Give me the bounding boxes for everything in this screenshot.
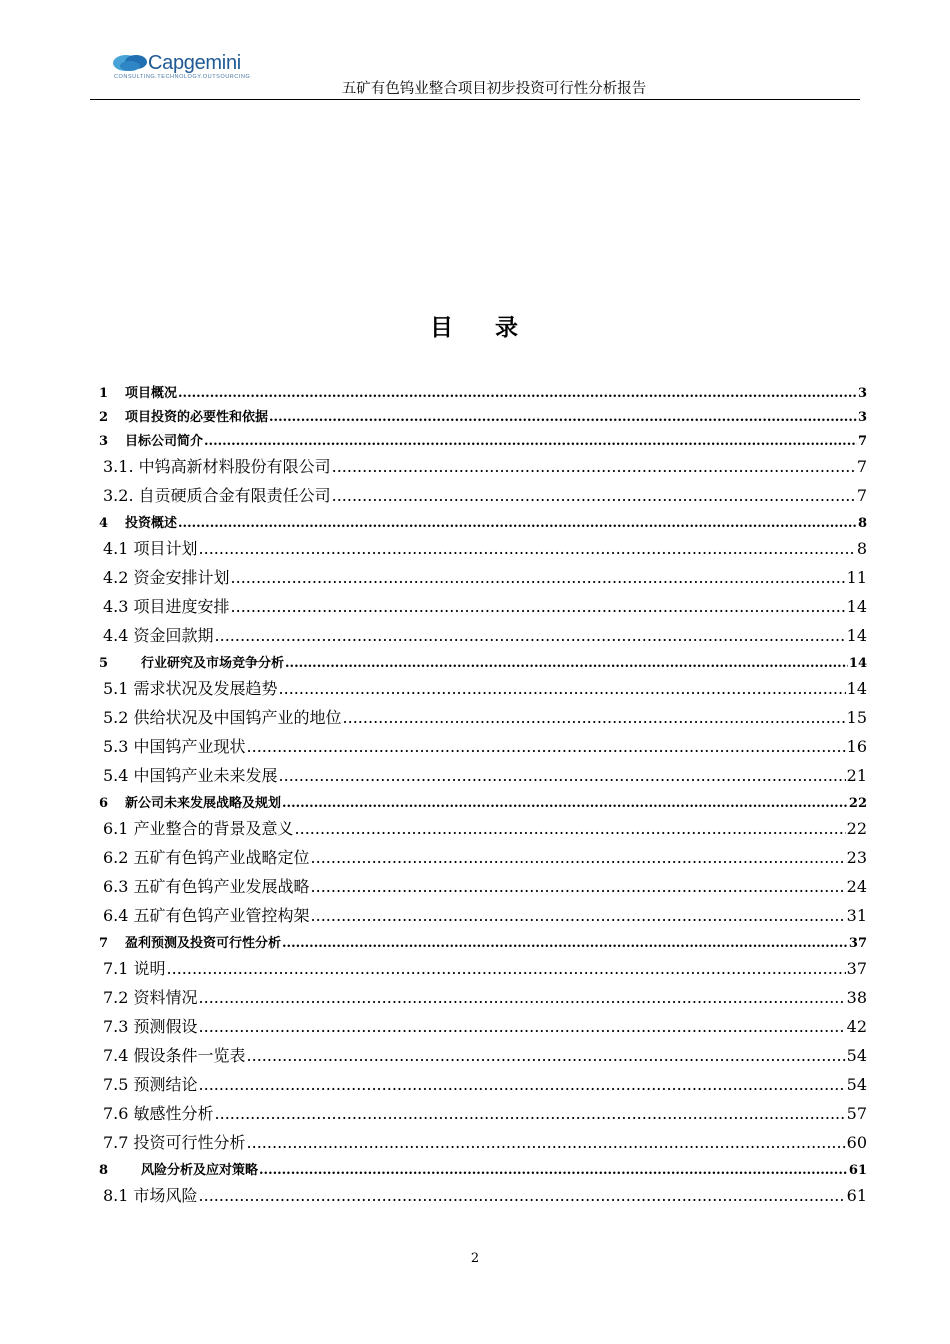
toc-entry-title: 投资概述 xyxy=(125,516,178,531)
toc-entry-title: 7.4 假设条件一览表 xyxy=(103,1046,246,1065)
toc-section-entry[interactable] xyxy=(99,874,867,903)
document-header-title: 五矿有色钨业整合项目初步投资可行性分析报告 xyxy=(341,81,647,97)
toc-entry-page: 54 xyxy=(846,1046,867,1065)
toc-entry-page: 37 xyxy=(846,959,867,978)
toc-entry-title: 5.4 中国钨产业未来发展 xyxy=(103,766,278,785)
toc-dot-leader xyxy=(167,959,846,978)
toc-entry-title: 7.5 预测结论 xyxy=(103,1075,198,1094)
toc-dot-leader xyxy=(231,568,846,587)
toc-entry-page: 16 xyxy=(846,737,867,756)
toc-entry-title: 4.1 项目计划 xyxy=(103,539,198,558)
toc-entry-title: 7.1 说明 xyxy=(103,959,166,978)
toc-entry-page: 14 xyxy=(846,597,867,616)
toc-entry-page: 7 xyxy=(856,457,867,476)
toc-dot-leader xyxy=(204,434,857,449)
toc-entry-title: 6.2 五矿有色钨产业战略定位 xyxy=(103,848,310,867)
toc-section-entry[interactable] xyxy=(99,845,867,874)
toc-chapter-entry[interactable] xyxy=(99,430,867,454)
toc-dot-leader xyxy=(311,877,846,896)
toc-section-entry[interactable] xyxy=(99,763,867,792)
toc-chapter-entry[interactable] xyxy=(99,652,867,676)
toc-entry-title: 风险分析及应对策略 xyxy=(141,1163,259,1178)
toc-entry-page: 14 xyxy=(846,679,867,698)
toc-entry-page: 21 xyxy=(846,766,867,785)
toc-dot-leader xyxy=(199,1017,846,1036)
toc-dot-leader xyxy=(269,410,857,425)
toc-dot-leader xyxy=(247,737,846,756)
toc-entry-page: 11 xyxy=(846,568,867,587)
toc-entry-number: 1 xyxy=(99,386,109,401)
toc-entry-title: 7.6 敏感性分析 xyxy=(103,1104,214,1123)
toc-section-entry[interactable] xyxy=(99,483,867,512)
toc-heading: 目 录 xyxy=(429,315,520,341)
toc-dot-leader xyxy=(279,679,846,698)
toc-section-entry[interactable] xyxy=(99,536,867,565)
toc-entry-title: 项目投资的必要性和依据 xyxy=(125,410,269,425)
toc-section-entry[interactable] xyxy=(99,594,867,623)
toc-dot-leader xyxy=(178,386,857,401)
toc-entry-title: 项目概况 xyxy=(125,386,178,401)
toc-entry-title: 5.3 中国钨产业现状 xyxy=(103,737,246,756)
toc-section-entry[interactable] xyxy=(99,1183,867,1212)
toc-entry-page: 23 xyxy=(846,848,867,867)
toc-section-entry[interactable] xyxy=(99,903,867,932)
toc-entry-number: 8 xyxy=(99,1163,109,1178)
toc-section-entry[interactable] xyxy=(99,1043,867,1072)
toc-chapter-entry[interactable] xyxy=(99,406,867,430)
toc-section-entry[interactable] xyxy=(99,816,867,845)
toc-entry-title: 6.4 五矿有色钨产业管控构架 xyxy=(103,906,310,925)
toc-dot-leader xyxy=(178,516,857,531)
toc-dot-leader xyxy=(282,796,848,811)
toc-dot-leader xyxy=(199,539,856,558)
toc-entry-number: 7 xyxy=(99,936,109,951)
toc-section-entry[interactable] xyxy=(99,956,867,985)
toc-entry-title: 3.1. 中钨高新材料股份有限公司 xyxy=(103,457,331,476)
capgemini-spade-icon xyxy=(112,52,148,74)
toc-section-entry[interactable] xyxy=(99,1101,867,1130)
toc-entry-page: 31 xyxy=(846,906,867,925)
toc-section-entry[interactable] xyxy=(99,623,867,652)
toc-dot-leader xyxy=(247,1046,846,1065)
toc-entry-title: 3.2. 自贡硬质合金有限责任公司 xyxy=(103,486,331,505)
toc-dot-leader xyxy=(279,766,846,785)
toc-dot-leader xyxy=(199,1075,846,1094)
toc-entry-page: 7 xyxy=(857,434,867,449)
toc-dot-leader xyxy=(199,988,846,1007)
toc-dot-leader xyxy=(259,1163,848,1178)
toc-dot-leader xyxy=(311,906,846,925)
toc-entry-page: 24 xyxy=(846,877,867,896)
toc-entry-title: 行业研究及市场竞争分析 xyxy=(141,656,285,671)
toc-entry-number: 2 xyxy=(99,410,109,425)
toc-entry-title: 4.2 资金安排计划 xyxy=(103,568,230,587)
toc-dot-leader xyxy=(282,936,848,951)
toc-dot-leader xyxy=(311,848,846,867)
toc-dot-leader xyxy=(199,1186,846,1205)
toc-entry-title: 目标公司简介 xyxy=(125,434,204,449)
toc-entry-number: 6 xyxy=(99,796,109,811)
toc-entry-number: 3 xyxy=(99,434,109,449)
toc-dot-leader xyxy=(332,457,856,476)
toc-entry-page: 54 xyxy=(846,1075,867,1094)
toc-entry-page: 14 xyxy=(846,626,867,645)
logo-tagline: CONSULTING.TECHNOLOGY.OUTSOURCING xyxy=(114,74,251,80)
toc-entry-page: 8 xyxy=(857,516,867,531)
toc-entry-page: 22 xyxy=(846,819,867,838)
toc-section-entry[interactable] xyxy=(99,676,867,705)
toc-entry-number: 4 xyxy=(99,516,109,531)
table-of-contents xyxy=(99,382,867,1212)
toc-section-entry[interactable] xyxy=(99,1014,867,1043)
toc-entry-title: 盈利预测及投资可行性分析 xyxy=(125,936,282,951)
header-divider xyxy=(90,99,860,100)
logo-wordmark: Capgemini xyxy=(148,52,241,74)
toc-dot-leader xyxy=(295,819,846,838)
toc-entry-title: 5.1 需求状况及发展趋势 xyxy=(103,679,278,698)
toc-section-entry[interactable] xyxy=(99,985,867,1014)
toc-entry-number: 5 xyxy=(99,656,109,671)
toc-entry-page: 37 xyxy=(848,936,867,951)
toc-dot-leader xyxy=(215,626,846,645)
toc-entry-title: 7.2 资料情况 xyxy=(103,988,198,1007)
toc-chapter-entry[interactable] xyxy=(99,382,867,406)
toc-entry-page: 38 xyxy=(846,988,867,1007)
toc-section-entry[interactable] xyxy=(99,454,867,483)
toc-section-entry[interactable] xyxy=(99,1130,867,1159)
toc-section-entry[interactable] xyxy=(99,705,867,734)
toc-dot-leader xyxy=(343,708,846,727)
toc-entry-title: 4.4 资金回款期 xyxy=(103,626,214,645)
toc-entry-title: 6.1 产业整合的背景及意义 xyxy=(103,819,294,838)
toc-entry-page: 22 xyxy=(848,796,867,811)
toc-entry-page: 15 xyxy=(846,708,867,727)
toc-entry-page: 57 xyxy=(846,1104,867,1123)
toc-entry-page: 3 xyxy=(857,410,867,425)
toc-dot-leader xyxy=(285,656,848,671)
toc-section-entry[interactable] xyxy=(99,565,867,594)
toc-entry-title: 7.7 投资可行性分析 xyxy=(103,1133,246,1152)
page-number: 2 xyxy=(470,1251,480,1266)
toc-entry-page: 42 xyxy=(846,1017,867,1036)
toc-entry-page: 61 xyxy=(846,1186,867,1205)
toc-section-entry[interactable] xyxy=(99,734,867,763)
toc-dot-leader xyxy=(332,486,856,505)
toc-entry-page: 7 xyxy=(856,486,867,505)
toc-entry-page: 8 xyxy=(856,539,867,558)
toc-entry-title: 6.3 五矿有色钨产业发展战略 xyxy=(103,877,310,896)
toc-entry-title: 8.1 市场风险 xyxy=(103,1186,198,1205)
toc-entry-title: 5.2 供给状况及中国钨产业的地位 xyxy=(103,708,342,727)
toc-entry-page: 14 xyxy=(848,656,867,671)
toc-dot-leader xyxy=(247,1133,846,1152)
toc-entry-title: 新公司未来发展战略及规划 xyxy=(125,796,282,811)
toc-chapter-entry[interactable] xyxy=(99,792,867,816)
toc-entry-page: 61 xyxy=(848,1163,867,1178)
toc-entry-title: 4.3 项目进度安排 xyxy=(103,597,230,616)
toc-dot-leader xyxy=(231,597,846,616)
toc-entry-page: 3 xyxy=(857,386,867,401)
toc-chapter-entry[interactable] xyxy=(99,1159,867,1183)
toc-chapter-entry[interactable] xyxy=(99,512,867,536)
toc-entry-title: 7.3 预测假设 xyxy=(103,1017,198,1036)
toc-section-entry[interactable] xyxy=(99,1072,867,1101)
toc-dot-leader xyxy=(215,1104,846,1123)
toc-entry-page: 60 xyxy=(846,1133,867,1152)
toc-chapter-entry[interactable] xyxy=(99,932,867,956)
